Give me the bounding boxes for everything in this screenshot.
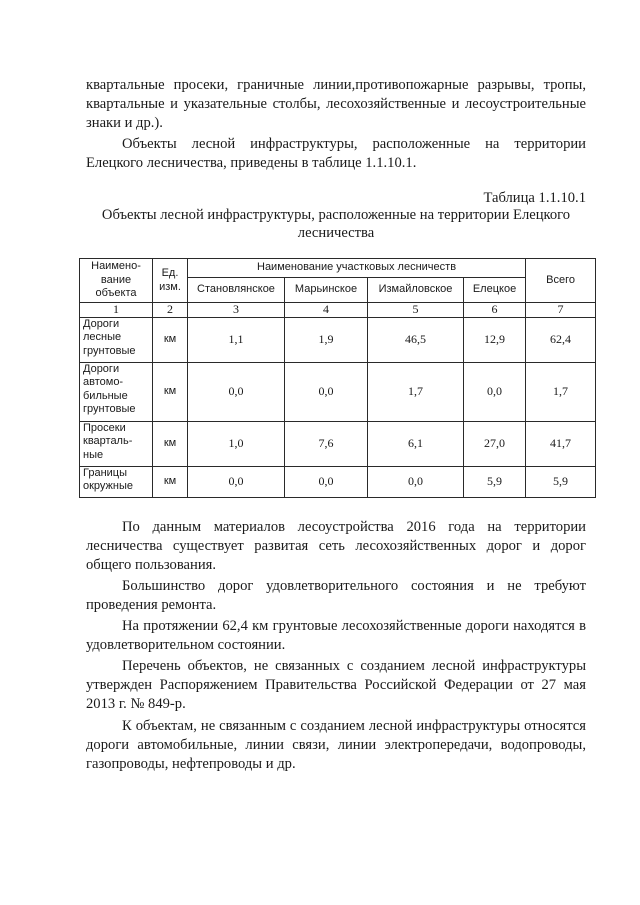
column-number: 6 (464, 303, 526, 318)
paragraph-objects-types: К объектам, не связанным с созданием лесной инфраструктуры относятся дороги автомобильные, линии связи, линии электропередачи, водопроводы, газопроводы, нефтепроводы и др. (86, 718, 586, 772)
paragraph-roads-network: По данным материалов лесоустройства 2016 года на территории лесничества существует развитая сеть лесохозяйственных дорог и дорог общего пользования. (86, 519, 586, 573)
row-value: 6,1 (368, 421, 464, 466)
header-total: Всего (526, 259, 596, 303)
column-number: 2 (153, 303, 188, 318)
column-number: 5 (368, 303, 464, 318)
row-value: 5,9 (464, 466, 526, 497)
row-value: 1,1 (188, 317, 285, 362)
intro-paragraph: квартальные просеки, граничные линии,противопожарные разрывы, тропы, квартальные и указательные столбы, лесохозяйственные и лесоустроительные знаки и др.). (86, 77, 586, 131)
header-district: Измайловское (368, 278, 464, 303)
row-name: Просеки кварталь-ные (80, 421, 153, 466)
objects-intro-paragraph: Объекты лесной инфраструктуры, расположенные на территории Елецкого лесничества, приведены в таблице 1.1.10.1. (86, 136, 586, 171)
column-number: 7 (526, 303, 596, 318)
table-header-row (80, 259, 596, 278)
column-number-row (80, 303, 596, 318)
row-value: 0,0 (188, 466, 285, 497)
header-district: Становлянское (188, 278, 285, 303)
row-unit: км (153, 317, 188, 362)
row-name: Дороги автомо-бильные грунтовые (80, 362, 153, 421)
paragraph-roads-condition: Большинство дорог удовлетворительного состояния и не требуют проведения ремонта. (86, 578, 586, 613)
row-unit: км (153, 421, 188, 466)
header-group: Наименование участковых лесничеств (188, 259, 526, 278)
table-row (80, 421, 596, 466)
header-unit: Ед. изм. (153, 259, 188, 303)
row-value: 46,5 (368, 317, 464, 362)
row-value: 0,0 (368, 466, 464, 497)
row-value: 0,0 (464, 362, 526, 421)
table-row (80, 317, 596, 362)
header-district: Марьинское (285, 278, 368, 303)
table-title: Объекты лесной инфраструктуры, расположенные на территории Елецкого лесничества (101, 207, 571, 241)
table-caption: Таблица 1.1.10.1 (483, 190, 586, 206)
row-value: 0,0 (285, 466, 368, 497)
row-value: 5,9 (526, 466, 596, 497)
infrastructure-table (79, 258, 596, 498)
row-value: 62,4 (526, 317, 596, 362)
table-row (80, 362, 596, 421)
row-value: 0,0 (285, 362, 368, 421)
header-object: Наимено-вание объекта (80, 259, 153, 303)
row-name: Дороги лесные грунтовые (80, 317, 153, 362)
table-row (80, 466, 596, 497)
row-value: 41,7 (526, 421, 596, 466)
row-value: 1,9 (285, 317, 368, 362)
paragraph-objects-list: Перечень объектов, не связанных с созданием лесной инфраструктуры утвержден Распоряжением Правительства Российской Федерации от 27 мая 2013 г. № 849-р. (86, 658, 586, 712)
column-number: 1 (80, 303, 153, 318)
row-value: 7,6 (285, 421, 368, 466)
column-number: 3 (188, 303, 285, 318)
row-value: 1,7 (526, 362, 596, 421)
row-unit: км (153, 466, 188, 497)
row-value: 0,0 (188, 362, 285, 421)
column-number: 4 (285, 303, 368, 318)
row-name: Границы окружные (80, 466, 153, 497)
row-value: 27,0 (464, 421, 526, 466)
paragraph-roads-length: На протяжении 62,4 км грунтовые лесохозяйственные дороги находятся в удовлетворительном состоянии. (86, 618, 586, 653)
row-value: 12,9 (464, 317, 526, 362)
row-value: 1,0 (188, 421, 285, 466)
row-unit: км (153, 362, 188, 421)
header-district: Елецкое (464, 278, 526, 303)
row-value: 1,7 (368, 362, 464, 421)
